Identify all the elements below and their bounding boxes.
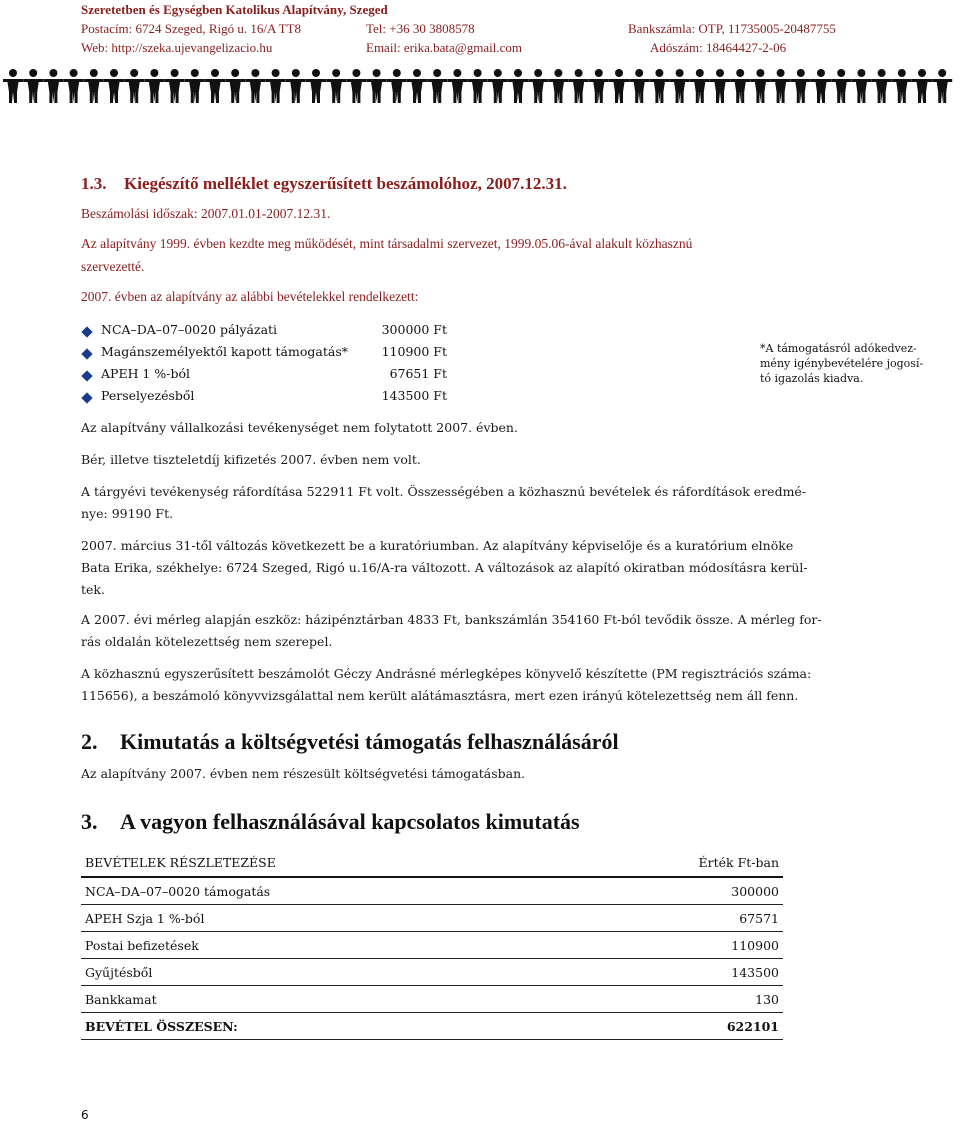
board-change-line1: 2007. március 31-től változás következett be a kuratóriumban. Az alapítvány képviselője és a kuratórium elnöke	[81, 538, 794, 553]
person-figure-icon	[225, 69, 245, 103]
person-figure-icon	[407, 69, 427, 103]
diamond-bullet-icon	[81, 370, 92, 381]
section3-number: 3.	[81, 809, 98, 834]
table-row	[81, 932, 783, 959]
person-figure-icon	[144, 69, 164, 103]
row-value: 143500	[567, 959, 783, 986]
diamond-bullet-icon	[81, 392, 92, 403]
income-amount: 67651 Ft	[389, 366, 447, 381]
person-figure-icon	[892, 69, 912, 103]
person-figure-icon	[245, 69, 265, 103]
person-figure-icon	[730, 69, 750, 103]
table-row	[81, 959, 783, 986]
person-figure-icon	[23, 69, 43, 103]
person-figure-icon	[306, 69, 326, 103]
row-value: 110900	[567, 932, 783, 959]
section3-title: A vagyon felhasználásával kapcsolatos kimutatás	[120, 809, 580, 834]
person-figure-icon	[84, 69, 104, 103]
person-figure-icon	[771, 69, 791, 103]
table-header-row	[81, 848, 783, 877]
person-figure-icon	[165, 69, 185, 103]
person-figure-icon	[104, 69, 124, 103]
income-label: NCA–DA–07–0020 pályázati	[101, 322, 278, 337]
expense-text-line2: nye: 99190 Ft.	[81, 506, 174, 521]
person-figure-icon	[690, 69, 710, 103]
income-label: Magánszemélyektől kapott támogatás*	[101, 344, 348, 359]
income-amount: 143500 Ft	[381, 388, 447, 403]
salary-text: Bér, illetve tiszteletdíj kifizetés 2007. évben nem volt.	[81, 452, 421, 467]
postal-address: Postacím: 6724 Szeged, Rigó u. 16/A TT8	[81, 21, 302, 36]
founding-text-line2: szervezetté.	[81, 259, 145, 274]
person-figure-icon	[791, 69, 811, 103]
income-label: Perselyezésből	[101, 388, 195, 403]
income-label: APEH 1 %-ból	[101, 366, 190, 381]
table-row	[81, 877, 783, 905]
footnote-line: mény igénybevételére jogosí-	[760, 357, 924, 370]
phone: Tel: +36 30 3808578	[366, 21, 475, 36]
person-figure-icon	[912, 69, 932, 103]
row-label: Bankkamat	[81, 986, 567, 1013]
income-amount: 110900 Ft	[381, 344, 447, 359]
table-header-left: BEVÉTELEK RÉSZLETEZÉSE	[81, 848, 567, 877]
footnote-line: tó igazolás kiadva.	[760, 372, 864, 385]
founding-text-line1: Az alapítvány 1999. évben kezdte meg működését, mint társadalmi szervezet, 1999.05.06-ával alakult közhasznú	[81, 236, 693, 251]
audit-text-line1: A közhasznú egyszerűsített beszámolót Géczy Andrásné mérlegképes könyvelő készítette (PM regisztrációs száma:	[81, 666, 812, 681]
total-label: BEVÉTEL ÖSSZESEN:	[81, 1013, 567, 1040]
person-figure-icon	[346, 69, 366, 103]
footnote-line: *A támogatásról adókedvez-	[760, 342, 917, 355]
person-figure-icon	[367, 69, 387, 103]
person-figure-icon	[185, 69, 205, 103]
person-figure-icon	[710, 69, 730, 103]
tax-number: Adószám: 18464427-2-06	[650, 40, 787, 55]
person-figure-icon	[387, 69, 407, 103]
section2-number: 2.	[81, 729, 98, 754]
diamond-bullet-icon	[81, 326, 92, 337]
person-figure-icon	[528, 69, 548, 103]
website: Web: http://szeka.ujevangelizacio.hu	[81, 40, 273, 55]
person-figure-icon	[670, 69, 690, 103]
person-figure-icon	[569, 69, 589, 103]
person-figure-icon	[43, 69, 63, 103]
person-figure-icon	[286, 69, 306, 103]
person-figure-icon	[932, 69, 952, 103]
person-figure-icon	[64, 69, 84, 103]
person-figure-icon	[831, 69, 851, 103]
person-figure-icon	[589, 69, 609, 103]
expense-text-line1: A tárgyévi tevékenység ráfordítása 522911 Ft volt. Összességében a közhasznú bevételek és ráfordítások eredmé-	[81, 484, 807, 499]
table-row	[81, 905, 783, 932]
person-figure-icon	[811, 69, 831, 103]
bank-account: Bankszámla: OTP, 11735005-20487755	[628, 21, 836, 36]
row-label: Gyűjtésből	[81, 959, 567, 986]
person-figure-icon	[872, 69, 892, 103]
section1-number: 1.3.	[81, 174, 107, 193]
org-name: Szeretetben és Egységben Katolikus Alapítvány, Szeged	[81, 2, 388, 17]
total-value: 622101	[567, 1013, 783, 1040]
email: Email: erika.bata@gmail.com	[366, 40, 522, 55]
person-figure-icon	[750, 69, 770, 103]
row-label: NCA–DA–07–0020 támogatás	[81, 877, 567, 905]
person-figure-icon	[3, 69, 23, 103]
person-figure-icon	[649, 69, 669, 103]
footnote	[760, 341, 923, 386]
person-figure-icon	[851, 69, 871, 103]
section2-text: Az alapítvány 2007. évben nem részesült költségvetési támogatásban.	[81, 766, 526, 781]
row-value: 67571	[567, 905, 783, 932]
person-figure-icon	[508, 69, 528, 103]
asset-usage-table	[81, 848, 783, 1040]
income-intro: 2007. évben az alapítvány az alábbi bevételekkel rendelkezett:	[81, 289, 419, 304]
board-change-line3: tek.	[81, 582, 105, 597]
business-activity-text: Az alapítvány vállalkozási tevékenységet nem folytatott 2007. évben.	[81, 420, 518, 435]
section2-title: Kimutatás a költségvetési támogatás felhasználásáról	[120, 729, 619, 754]
diamond-bullet-icon	[81, 348, 92, 359]
row-label: APEH Szja 1 %-ból	[81, 905, 567, 932]
person-figure-icon	[124, 69, 144, 103]
row-value: 130	[567, 986, 783, 1013]
person-figure-icon	[629, 69, 649, 103]
person-figure-icon	[548, 69, 568, 103]
person-figure-icon	[266, 69, 286, 103]
income-amount: 300000 Ft	[381, 322, 447, 337]
person-figure-icon	[468, 69, 488, 103]
person-figure-icon	[205, 69, 225, 103]
balance-text-line2: rás oldalán kötelezettség nem szerepel.	[81, 634, 333, 649]
table-header-right: Érték Ft-ban	[567, 848, 783, 877]
page-number: 6	[81, 1108, 89, 1122]
row-label: Postai befizetések	[81, 932, 567, 959]
person-figure-icon	[326, 69, 346, 103]
person-figure-icon	[447, 69, 467, 103]
person-figure-icon	[609, 69, 629, 103]
person-figure-icon	[488, 69, 508, 103]
table-total-row	[81, 1013, 783, 1040]
person-figure-icon	[427, 69, 447, 103]
balance-text-line1: A 2007. évi mérleg alapján eszköz: házipénztárban 4833 Ft, bankszámlán 354160 Ft-ból tevődik össze. A mérleg for-	[81, 612, 822, 627]
table-row	[81, 986, 783, 1013]
section1-title: Kiegészítő melléklet egyszerűsített beszámolóhoz, 2007.12.31.	[124, 174, 567, 193]
reporting-period: Beszámolási időszak: 2007.01.01-2007.12.31.	[81, 206, 331, 221]
board-change-line2: Bata Erika, székhelye: 6724 Szeged, Rigó u.16/A-ra változott. A változások az alapító okiratban módosításra kerül-	[81, 560, 808, 575]
people-chain-decoration	[0, 66, 960, 106]
row-value: 300000	[567, 877, 783, 905]
audit-text-line2: 115656), a beszámoló könyvvizsgálattal nem került alátámasztásra, mert ezen irányú kötelezettség nem áll fenn.	[81, 688, 799, 703]
